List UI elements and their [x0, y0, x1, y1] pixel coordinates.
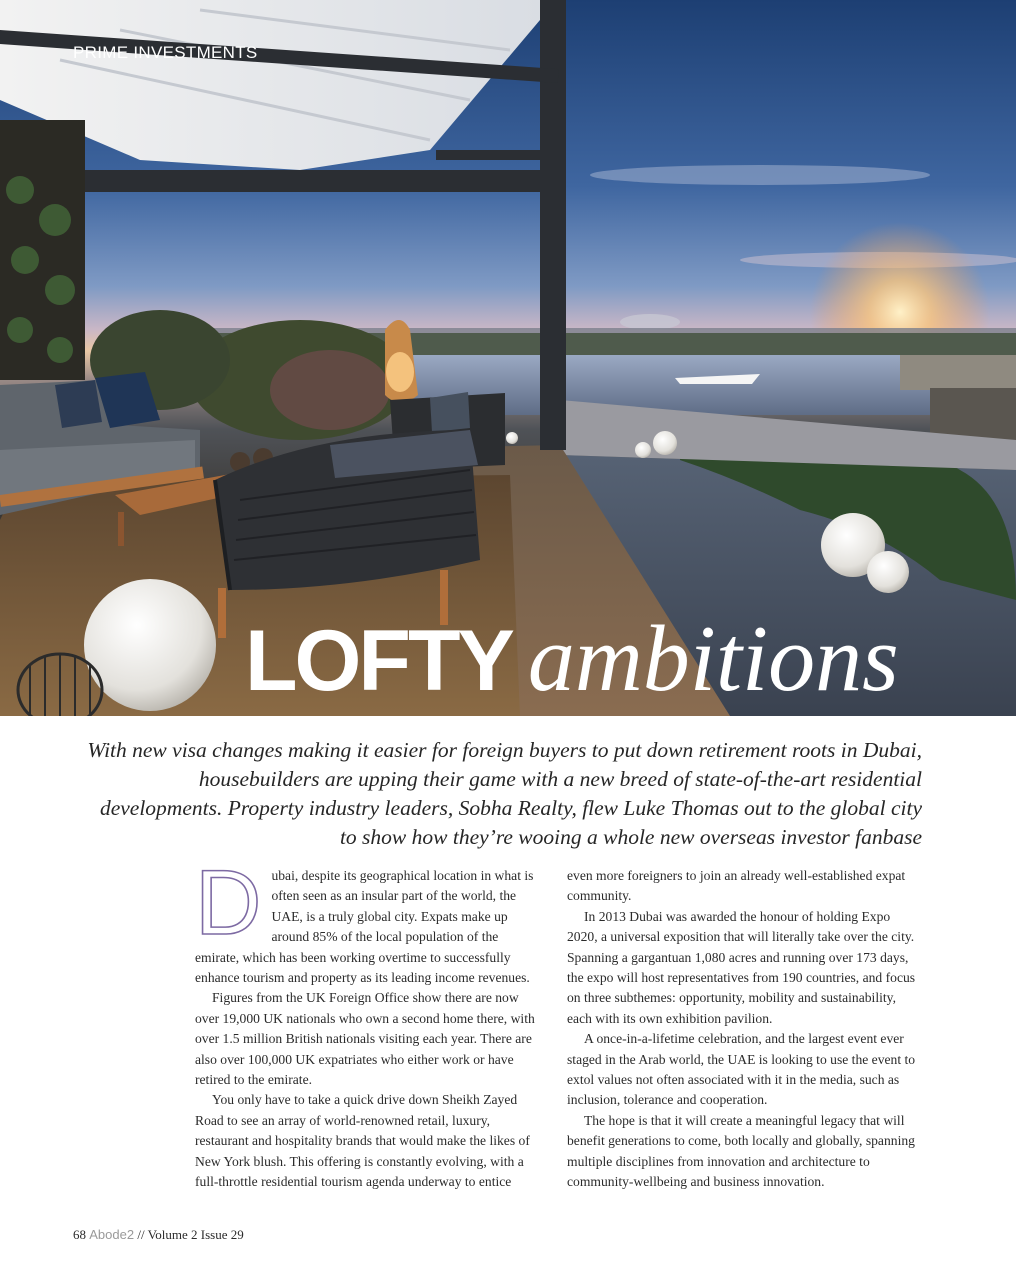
article-paragraph: In 2013 Dubai was awarded the honour of holding Expo 2020, a universal exposition that will literally take over the city. Spanning a gargantuan 1,080 acres and running over 173 days, the expo will host representatives from 190 countries, and focus on three subthemes: opportunity, mobility and sustainability, each with its own exhibition pavilion. [567, 908, 916, 1026]
standfirst: With new visa changes making it easier for foreign buyers to put down retirement roots in Dubai, housebuilders are upping their game with a new breed of state-of-the-art residential developments. Property industry leaders, Sobha Realty, flew Luke Thomas out to the global city to show how they’re wooing a whole new overseas investor fanbase [87, 738, 922, 849]
drop-cap: D [195, 852, 262, 954]
page-number: 68 [73, 1227, 86, 1242]
page-footer [73, 1227, 244, 1243]
article-paragraph [195, 852, 543, 988]
issue-info: // Volume 2 Issue 29 [137, 1227, 244, 1242]
article-column-right [567, 866, 921, 1193]
headline [245, 607, 899, 711]
article-column-left [195, 852, 543, 1193]
article-paragraph: The hope is that it will create a meaningful legacy that will benefit generations to come, both locally and globally, spanning multiple disciplines from innovation and architecture to community-wellbeing and business innovation. [567, 1112, 915, 1190]
article-paragraph: You only have to take a quick drive down Sheikh Zayed Road to see an array of world-renowned retail, luxury, restaurant and hospitality brands that would make the likes of New York blush. This offering is constantly evolving, with a full-throttle residential tourism agenda underway to entice [195, 1092, 530, 1190]
headline-script-word: ambitions [527, 607, 899, 711]
headline-bold-word: LOFTY [245, 613, 512, 709]
section-label: PRIME INVESTMENTS [73, 43, 258, 62]
article-paragraph: even more foreigners to join an already well-established expat community. [567, 868, 906, 904]
article-paragraph: A once-in-a-lifetime celebration, and the largest event ever staged in the Arab world, the UAE is looking to use the event to extol values not often associated with it in the media, such as inclusion, tolerance and cooperation. [567, 1031, 916, 1108]
article-paragraph: Figures from the UK Foreign Office show there are now over 19,000 UK nationals who own a second home there, with over 1.5 million British nationals visiting each year. There are also over 100,000 UK expatriates who either work or have retired to the emirate. [195, 990, 535, 1088]
paragraph-text: ubai, despite its geographical location in what is often seen as an insular part of the world, the UAE, is a truly global city. Expats make up around 85% of the local population of the emirate, which has been working overtime to successfully enhance tourism and property as its leading income revenues. [195, 868, 534, 986]
magazine-brand: Abode2 [89, 1227, 135, 1242]
